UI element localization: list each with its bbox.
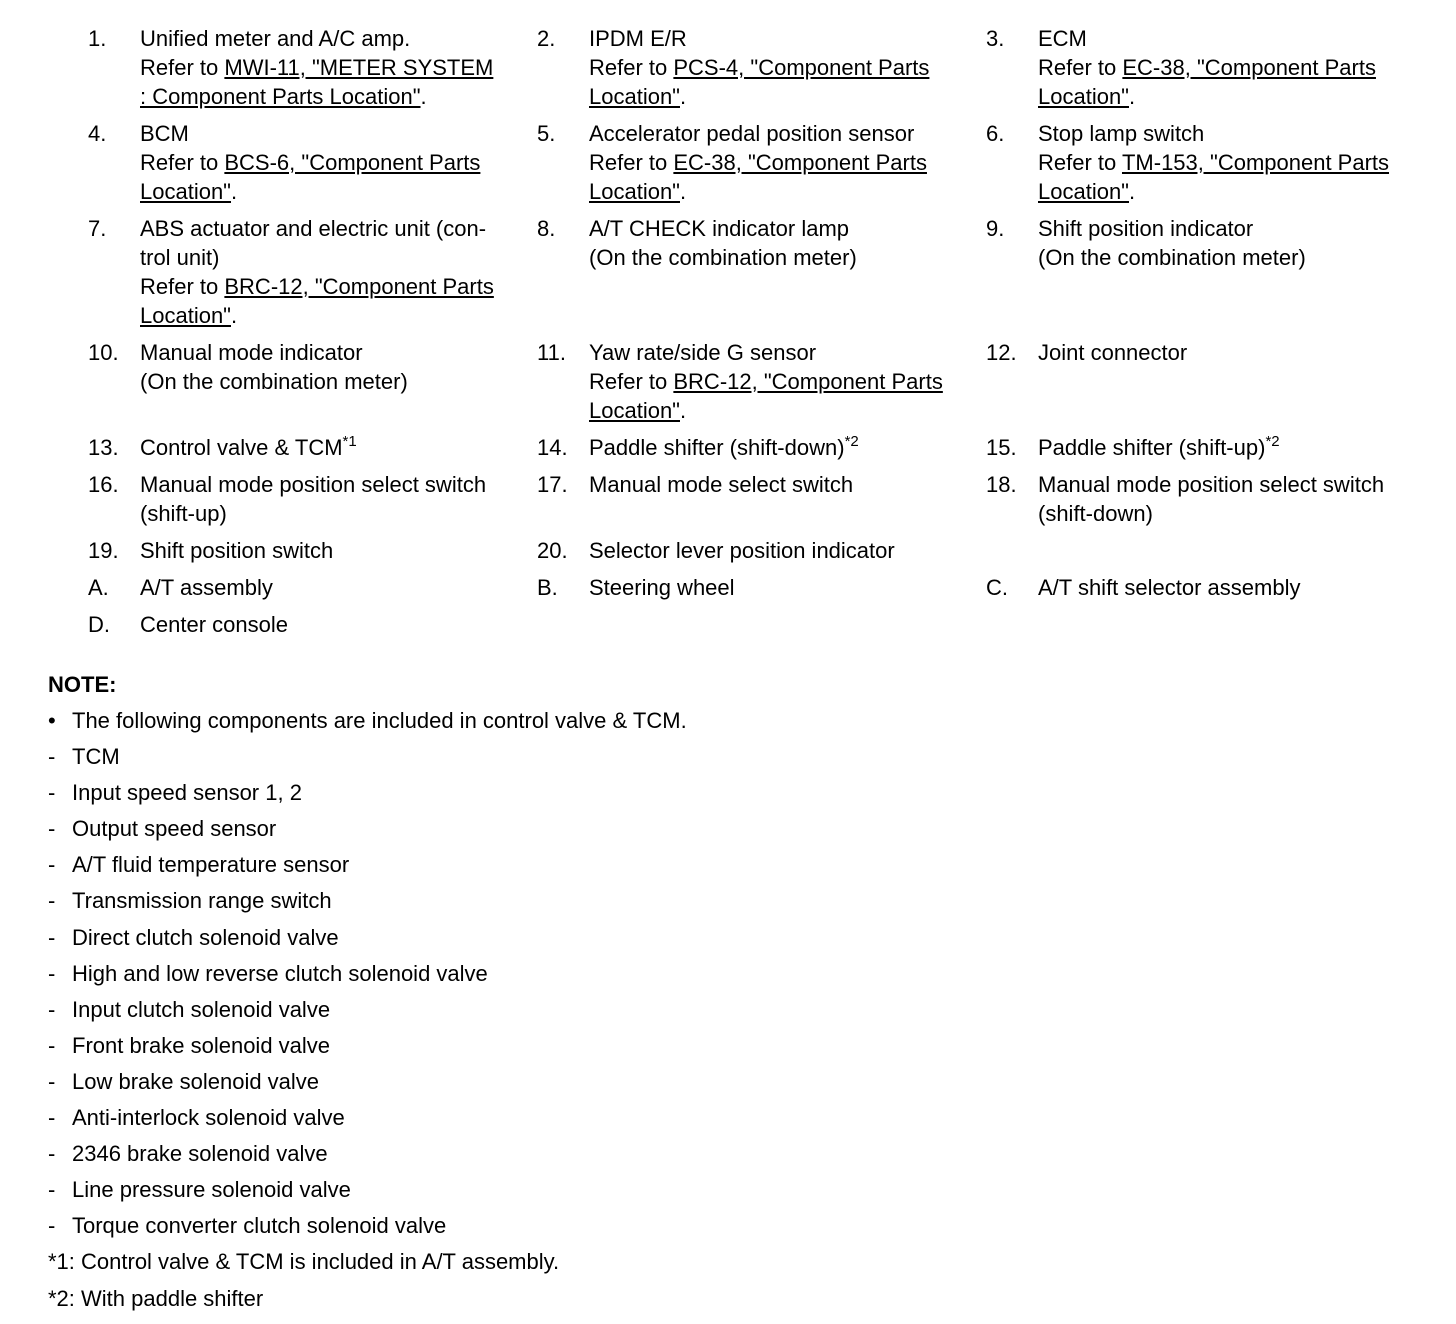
dash-marker: -	[48, 888, 56, 914]
legend-item	[88, 24, 537, 111]
item-title	[589, 573, 974, 602]
reference-link[interactable]: Location"	[589, 84, 680, 109]
item-body	[1038, 470, 1423, 528]
item-title-text: IPDM E/R	[589, 26, 687, 51]
item-number: 6.	[986, 121, 1005, 146]
legend-item	[537, 536, 986, 565]
item-title-text: Unified meter and A/C amp.	[140, 26, 411, 51]
legend-item	[986, 573, 1435, 602]
item-body	[589, 119, 974, 206]
legend-row	[88, 470, 1428, 528]
item-number: 2.	[537, 26, 556, 51]
item-body	[1038, 573, 1423, 602]
item-body	[1038, 214, 1423, 330]
footnote-marker: *2	[844, 432, 859, 450]
item-number: 3.	[986, 26, 1005, 51]
legend-row	[88, 24, 1428, 111]
dash-marker: -	[48, 816, 56, 842]
item-title	[140, 610, 525, 639]
item-title-text: Manual mode position select switch	[1038, 472, 1385, 497]
item-title-text: Selector lever position indicator	[589, 538, 895, 563]
footnotes	[48, 1247, 1428, 1320]
reference-link[interactable]: Location"	[589, 179, 680, 204]
item-number: 18.	[986, 472, 1017, 497]
legend-item	[986, 433, 1435, 462]
reference-line	[589, 367, 974, 396]
refer-to-label: Refer to	[1038, 150, 1122, 175]
component-legend	[88, 24, 1428, 647]
reference-link[interactable]: BRC-12, "Component Parts	[224, 274, 494, 299]
item-number: B.	[537, 575, 558, 600]
legend-item	[986, 24, 1435, 111]
legend-item	[537, 433, 986, 462]
bullet-marker: •	[48, 708, 56, 733]
reference-line	[140, 177, 525, 206]
legend-item	[88, 433, 537, 462]
item-title-continued: (shift-up)	[140, 501, 227, 526]
note-list-item	[48, 742, 1428, 778]
item-body	[589, 536, 974, 565]
note-section	[48, 670, 1428, 1320]
legend-row	[88, 536, 1428, 565]
reference-line	[140, 301, 525, 330]
item-title-text: Center console	[140, 612, 288, 637]
refer-to-label: Refer to	[589, 369, 674, 394]
legend-item	[537, 24, 986, 111]
note-list-item	[48, 850, 1428, 886]
dash-marker: -	[48, 1213, 56, 1239]
item-title-continued: (On the combination meter)	[1038, 245, 1306, 270]
item-title	[589, 338, 974, 367]
dash-marker: -	[48, 996, 56, 1022]
note-item-text: Front brake solenoid valve	[72, 1032, 331, 1058]
reference-period: .	[680, 84, 687, 109]
refer-to-label: Refer to	[140, 274, 225, 299]
legend-row	[88, 433, 1428, 462]
note-item-text: The following components are included in control valve & TCM.	[72, 708, 687, 733]
legend-item	[537, 338, 986, 425]
item-body	[589, 24, 974, 111]
reference-period: .	[680, 179, 687, 204]
legend-row	[88, 610, 1428, 639]
item-number: 1.	[88, 26, 107, 51]
refer-to-label: Refer to	[589, 55, 674, 80]
item-title	[140, 433, 525, 462]
item-title-text: Manual mode select switch	[589, 472, 854, 497]
legend-row	[88, 214, 1428, 330]
item-title	[1038, 433, 1423, 462]
reference-link[interactable]: TM-153, "Component Parts	[1121, 150, 1390, 175]
item-title-continued: (On the combination meter)	[589, 245, 857, 270]
item-body	[140, 24, 525, 111]
note-list-item	[48, 706, 1428, 742]
legend-item	[986, 214, 1435, 330]
item-number: 20.	[537, 538, 568, 563]
note-item-text: Low brake solenoid valve	[72, 1068, 320, 1094]
item-number: 12.	[986, 340, 1017, 365]
note-list-item	[48, 1211, 1428, 1247]
dash-marker: -	[48, 1141, 56, 1167]
legend-row	[88, 573, 1428, 602]
note-heading: NOTE:	[48, 672, 117, 697]
item-number: 7.	[88, 216, 107, 241]
item-body	[589, 573, 974, 602]
reference-line	[140, 272, 525, 301]
reference-period: .	[1129, 84, 1136, 109]
item-number: 19.	[88, 538, 119, 563]
item-title-text: Steering wheel	[589, 575, 735, 600]
reference-link[interactable]: : Component Parts Location"	[140, 84, 421, 109]
item-title-text: Manual mode position select switch	[140, 472, 487, 497]
item-number: D.	[88, 612, 110, 637]
reference-period: .	[420, 84, 427, 109]
legend-item	[986, 338, 1435, 425]
reference-line	[140, 82, 525, 111]
item-number: 8.	[537, 216, 556, 241]
note-item-text: Anti-interlock solenoid valve	[72, 1105, 345, 1131]
dash-marker: -	[48, 1068, 56, 1094]
reference-link[interactable]: Location"	[140, 179, 231, 204]
item-title	[140, 573, 525, 602]
dash-marker: -	[48, 960, 56, 986]
item-title	[589, 214, 974, 243]
legend-item	[88, 338, 537, 425]
note-item-text: 2346 brake solenoid valve	[72, 1141, 328, 1167]
item-title-text: Joint connector	[1038, 340, 1188, 365]
legend-item	[986, 119, 1435, 206]
item-body	[140, 536, 525, 565]
note-list	[48, 706, 1428, 1247]
item-title	[140, 470, 525, 499]
dash-marker: -	[48, 1177, 56, 1203]
dash-marker: -	[48, 1105, 56, 1131]
item-number: 17.	[537, 472, 568, 497]
item-title-text: Control valve & TCM	[140, 435, 343, 460]
note-list-item	[48, 778, 1428, 814]
refer-to-label: Refer to	[1038, 55, 1123, 80]
note-item-text: Direct clutch solenoid valve	[72, 924, 339, 950]
reference-link[interactable]: Location"	[1038, 84, 1129, 109]
note-list-item	[48, 886, 1428, 922]
item-body	[1038, 338, 1423, 425]
item-body	[1038, 24, 1423, 111]
item-title-text: A/T shift selector assembly	[1038, 575, 1301, 600]
item-title	[140, 119, 525, 148]
legend-item	[986, 470, 1435, 528]
note-item-text: A/T fluid temperature sensor	[72, 852, 350, 878]
reference-line	[589, 396, 974, 425]
item-body	[140, 610, 525, 639]
item-title-text: A/T CHECK indicator lamp	[589, 216, 850, 241]
reference-period: .	[1129, 179, 1136, 204]
item-title-text: Shift position indicator	[1038, 216, 1254, 241]
reference-line	[589, 148, 974, 177]
reference-line	[1038, 82, 1423, 111]
item-title	[1038, 214, 1423, 243]
note-item-text: Input speed sensor 1, 2	[72, 780, 302, 806]
refer-to-label: Refer to	[140, 55, 225, 80]
note-list-item	[48, 959, 1428, 995]
item-title	[1038, 119, 1423, 148]
note-list-item	[48, 1067, 1428, 1103]
refer-to-label: Refer to	[140, 150, 225, 175]
item-title	[140, 24, 525, 53]
reference-line	[1038, 177, 1423, 206]
item-body	[140, 573, 525, 602]
item-title-text: Shift position switch	[140, 538, 334, 563]
item-title	[589, 24, 974, 53]
note-item-text: Input clutch solenoid valve	[72, 996, 331, 1022]
item-body	[140, 433, 525, 462]
legend-item	[88, 214, 537, 330]
item-title-continued: trol unit)	[140, 245, 220, 270]
item-title-text: ECM	[1038, 26, 1087, 51]
legend-row	[88, 119, 1428, 206]
item-title-text: Accelerator pedal position sensor	[589, 121, 915, 146]
item-title-text: Paddle shifter (shift-down)	[589, 435, 845, 460]
note-list-item	[48, 995, 1428, 1031]
legend-item	[88, 470, 537, 528]
dash-marker: -	[48, 744, 56, 770]
footnote-text: *1: Control valve & TCM is included in A/T assembly.	[48, 1249, 560, 1275]
item-body	[1038, 433, 1423, 462]
dash-marker: -	[48, 924, 56, 950]
item-body	[140, 338, 525, 425]
reference-link[interactable]: PCS-4, "Component Parts	[673, 55, 930, 80]
item-title	[140, 536, 525, 565]
item-body	[1038, 119, 1423, 206]
item-title	[589, 536, 974, 565]
reference-line	[589, 82, 974, 111]
item-body	[140, 214, 525, 330]
reference-line	[589, 53, 974, 82]
reference-link[interactable]: BCS-6, "Component Parts	[224, 150, 481, 175]
dash-marker: -	[48, 1032, 56, 1058]
item-title-text: BCM	[140, 121, 189, 146]
item-title-continued: (On the combination meter)	[140, 369, 408, 394]
reference-period: .	[231, 179, 238, 204]
note-item-text: High and low reverse clutch solenoid valve	[72, 960, 488, 986]
item-title	[589, 470, 974, 499]
item-number: 9.	[986, 216, 1005, 241]
reference-link[interactable]: Location"	[140, 303, 231, 328]
item-title	[1038, 338, 1423, 367]
reference-line	[1038, 148, 1423, 177]
item-number: 4.	[88, 121, 107, 146]
legend-item	[537, 214, 986, 330]
item-number: A.	[88, 575, 109, 600]
legend-item	[537, 119, 986, 206]
legend-item	[88, 610, 537, 639]
item-title	[1038, 470, 1423, 499]
refer-to-label: Refer to	[589, 150, 674, 175]
note-list-item	[48, 1103, 1428, 1139]
item-body	[589, 433, 974, 462]
reference-link[interactable]: MWI-11, "METER SYSTEM	[224, 55, 494, 80]
dash-marker: -	[48, 852, 56, 878]
item-number: 11.	[537, 340, 566, 365]
item-title-text: Yaw rate/side G sensor	[589, 340, 817, 365]
legend-item	[537, 573, 986, 602]
item-number: 15.	[986, 435, 1017, 460]
note-list-item	[48, 814, 1428, 850]
item-title	[140, 214, 525, 243]
dash-marker: -	[48, 780, 56, 806]
item-number: 13.	[88, 435, 119, 460]
item-title-continued: (shift-down)	[1038, 501, 1153, 526]
note-item-text: Output speed sensor	[72, 816, 277, 842]
item-title-text: Stop lamp switch	[1038, 121, 1205, 146]
reference-link[interactable]: Location"	[589, 398, 680, 423]
legend-row	[88, 338, 1428, 425]
item-title-text: A/T assembly	[140, 575, 273, 600]
note-list-item	[48, 1175, 1428, 1211]
note-item-text: Transmission range switch	[72, 888, 332, 914]
note-list-item	[48, 923, 1428, 959]
footnote-text: *2: With paddle shifter	[48, 1285, 264, 1311]
item-body	[140, 119, 525, 206]
item-title-text: ABS actuator and electric unit (con-	[140, 216, 487, 241]
reference-link[interactable]: EC-38, "Component Parts	[673, 150, 927, 175]
item-title	[589, 433, 974, 462]
item-number: 10.	[88, 340, 119, 365]
reference-period: .	[231, 303, 238, 328]
note-list-item	[48, 1031, 1428, 1067]
item-title-text: Manual mode indicator	[140, 340, 363, 365]
item-number: 5.	[537, 121, 556, 146]
legend-item	[88, 573, 537, 602]
item-body	[589, 470, 974, 528]
note-item-text: TCM	[72, 744, 120, 770]
item-title	[140, 338, 525, 367]
item-number: 14.	[537, 435, 568, 460]
note-list-item	[48, 1139, 1428, 1175]
reference-line	[589, 177, 974, 206]
reference-link[interactable]: EC-38, "Component Parts	[1122, 55, 1376, 80]
item-number: C.	[986, 575, 1008, 600]
item-body	[140, 470, 525, 528]
legend-item	[537, 470, 986, 528]
item-body	[589, 338, 974, 425]
reference-link[interactable]: Location"	[1038, 179, 1129, 204]
reference-period: .	[680, 398, 687, 423]
reference-line	[140, 53, 525, 82]
legend-item	[88, 536, 537, 565]
reference-line	[1038, 53, 1423, 82]
note-item-text: Line pressure solenoid valve	[72, 1177, 351, 1203]
footnote-marker: *2	[1265, 432, 1280, 450]
item-number: 16.	[88, 472, 119, 497]
reference-line	[140, 148, 525, 177]
item-title	[589, 119, 974, 148]
note-item-text: Torque converter clutch solenoid valve	[72, 1213, 447, 1239]
reference-link[interactable]: BRC-12, "Component Parts	[673, 369, 943, 394]
item-title	[1038, 573, 1423, 602]
legend-item	[88, 119, 537, 206]
item-title	[1038, 24, 1423, 53]
footnote-marker: *1	[342, 432, 357, 450]
item-title-text: Paddle shifter (shift-up)	[1038, 435, 1266, 460]
item-body	[589, 214, 974, 330]
